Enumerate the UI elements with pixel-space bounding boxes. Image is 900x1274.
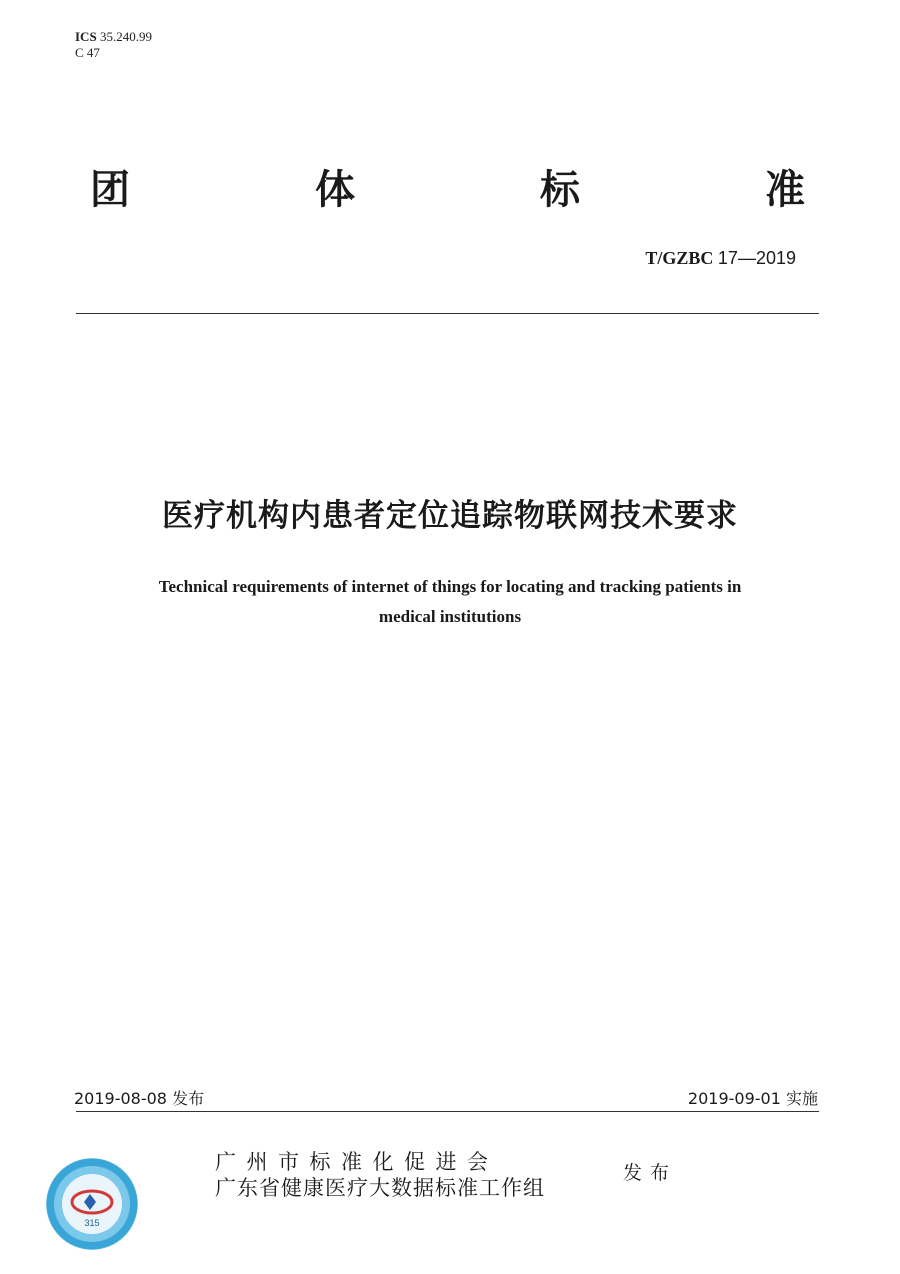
- ics-label: ICS: [75, 29, 97, 44]
- standard-year-number: 17—2019: [717, 248, 796, 268]
- ics-code: 35.240.99: [99, 29, 152, 44]
- publish-date: 2019-08-08 发布: [74, 1089, 205, 1108]
- seal-text: 315: [84, 1218, 100, 1228]
- title-english-line-1: Technical requirements of internet of things for locating and tracking patients in: [158, 577, 742, 596]
- title-english-line-2: medical institutions: [378, 607, 522, 626]
- ics-line: [75, 29, 152, 45]
- category-char-4: 准: [765, 167, 805, 213]
- implement-date: 2019-09-01 实施: [687, 1089, 818, 1108]
- category-char-3: 标: [540, 167, 580, 213]
- category-char-2: 体: [315, 167, 355, 213]
- publisher-1: 广州市标准化促进会: [215, 1150, 499, 1174]
- title-chinese: 医疗机构内患者定位追踪物联网技术要求: [162, 498, 738, 534]
- publisher-2: 广东省健康医疗大数据标准工作组: [215, 1176, 545, 1200]
- classification-codes: [75, 29, 152, 61]
- ccs-code: C 47: [75, 45, 100, 60]
- bottom-divider: [76, 1111, 819, 1112]
- top-divider: [76, 313, 819, 314]
- standard-number: [645, 248, 796, 269]
- standard-category-title: [90, 158, 805, 218]
- anti-counterfeit-seal-icon: [44, 1156, 140, 1252]
- category-char-1: 团: [90, 167, 130, 213]
- title-english: [80, 572, 820, 632]
- publish-label: 发布: [623, 1162, 678, 1184]
- standard-prefix: T/GZBC: [645, 248, 714, 268]
